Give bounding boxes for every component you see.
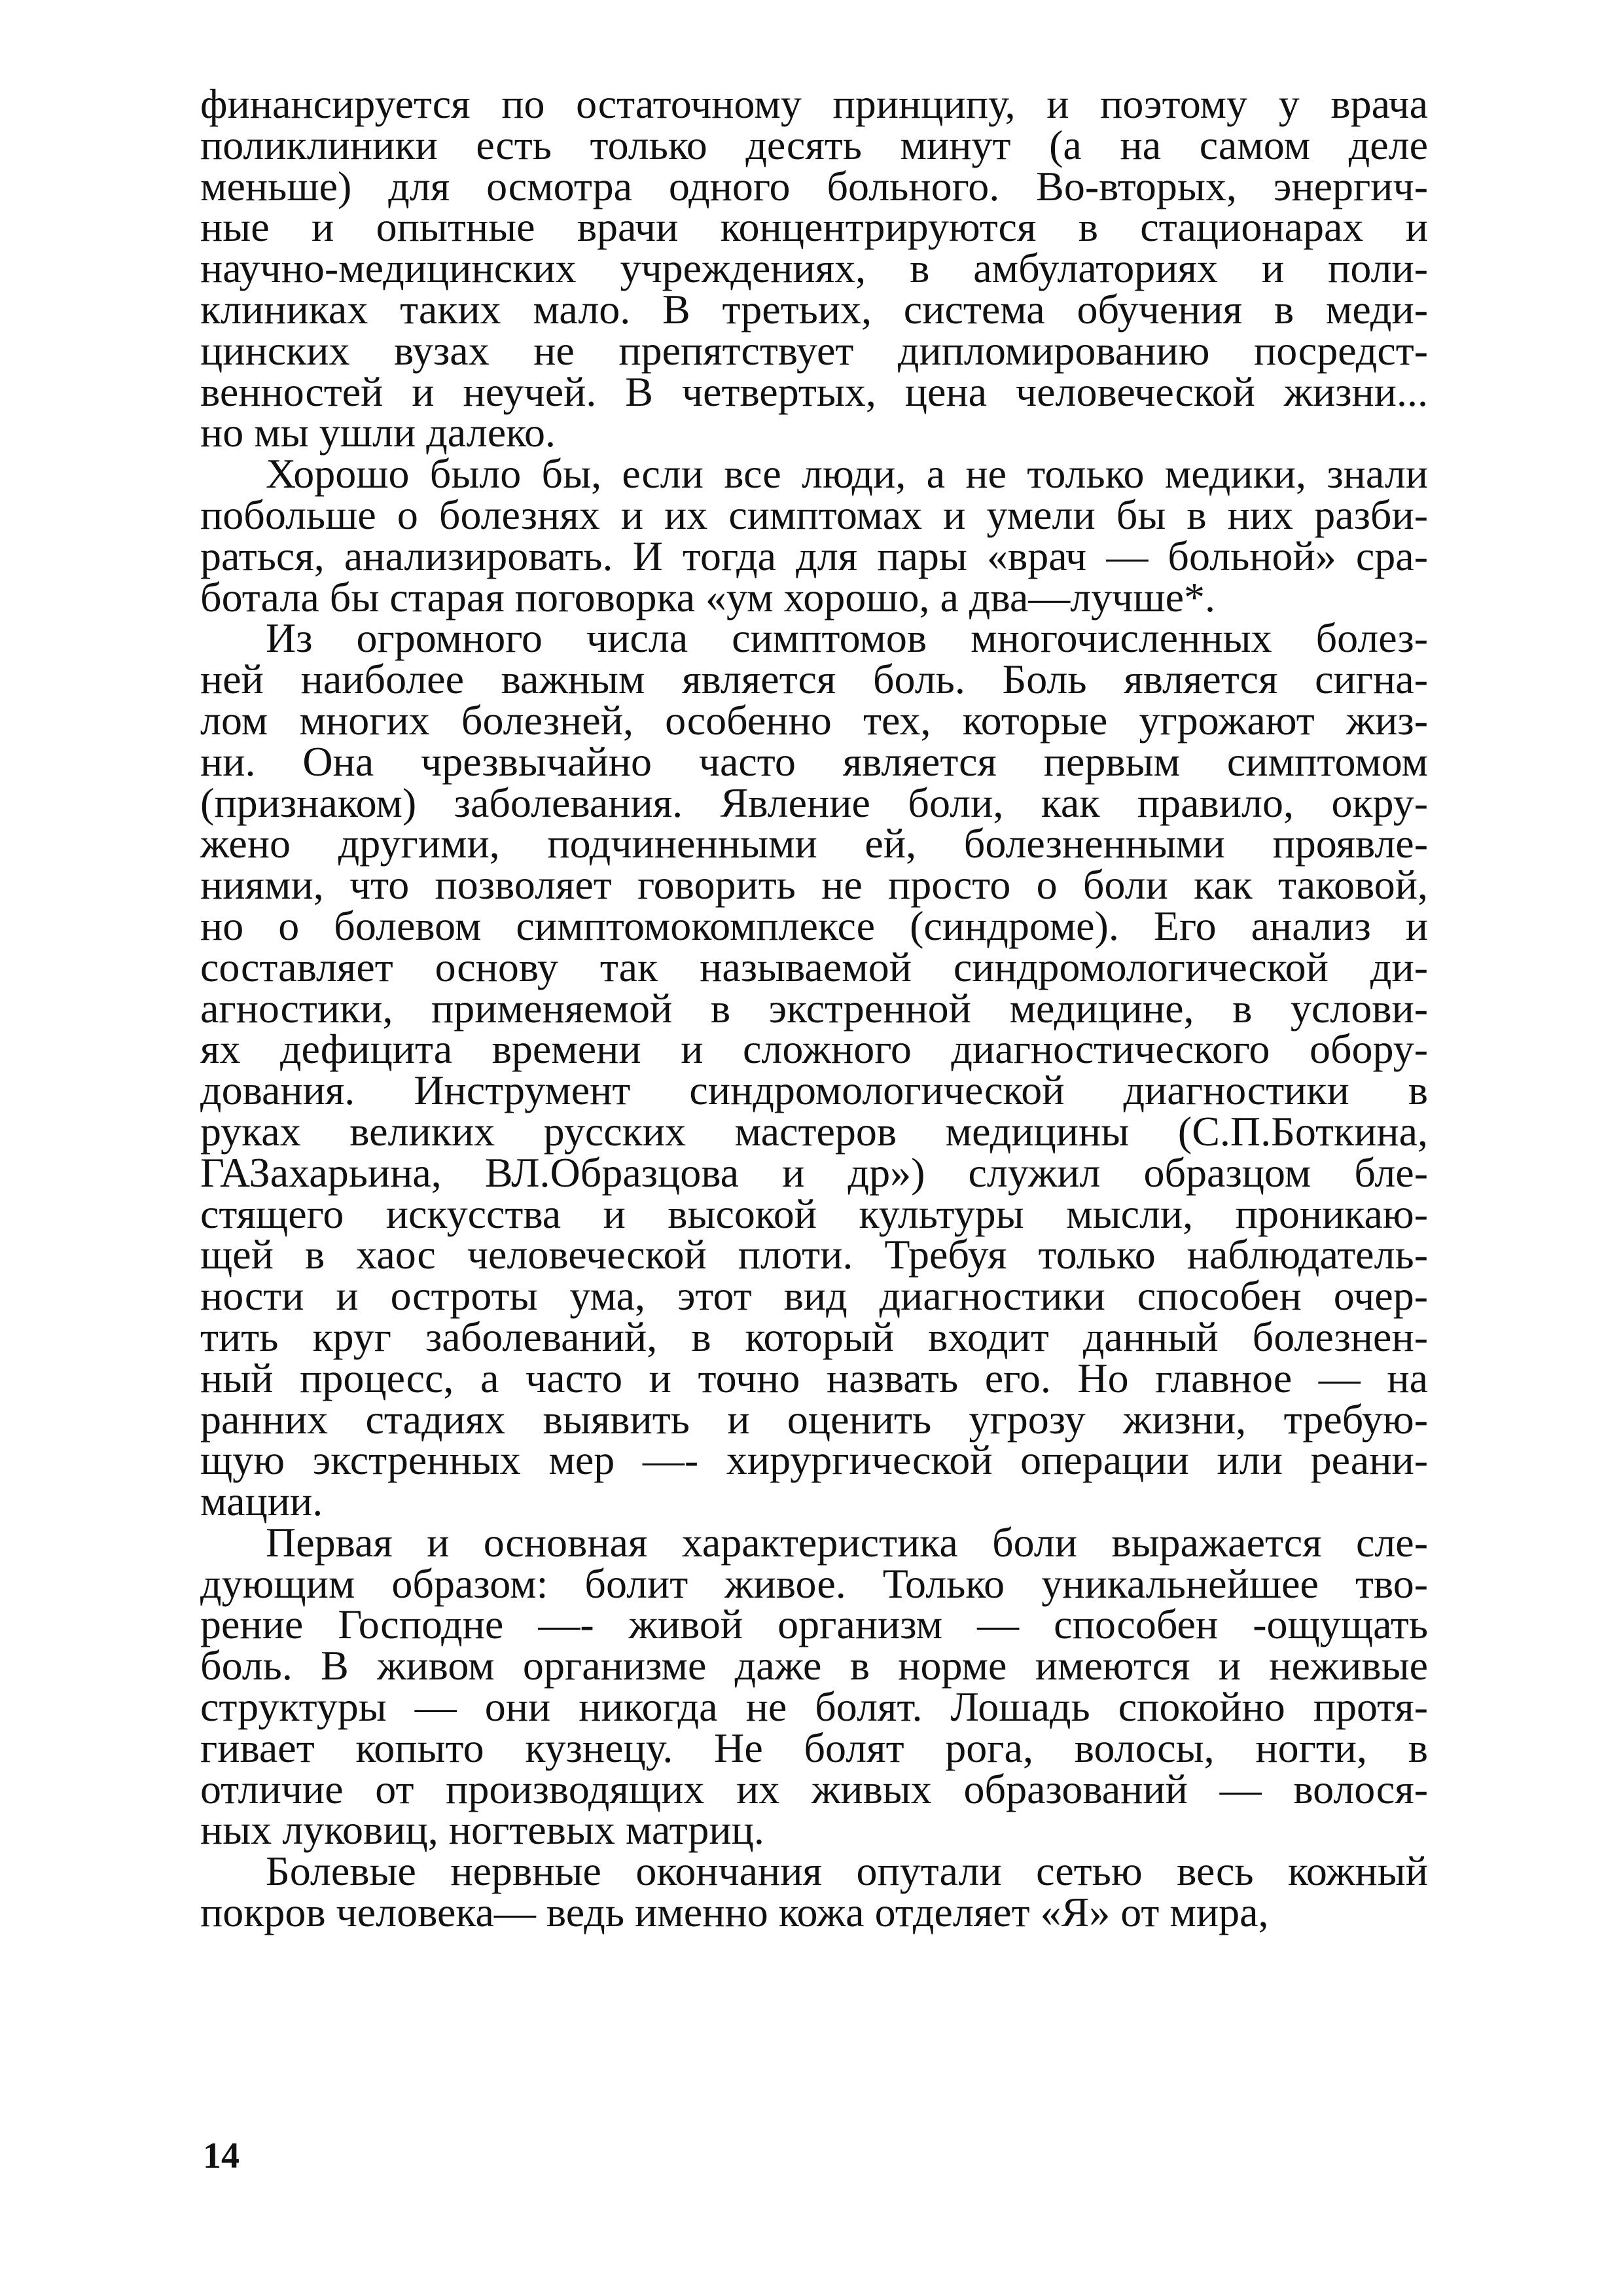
text-line: но о болевом симптомокомплексе (синдроме). Его анализ и xyxy=(200,902,1428,949)
text-line: ный процесс, а часто и точно назвать его. Но главное — на xyxy=(200,1354,1428,1401)
paragraph-1 xyxy=(200,81,1428,456)
paragraph-3 xyxy=(200,615,1428,1525)
text-line: жено другими, подчиненными ей, болезненными проявле- xyxy=(200,820,1428,867)
text-line: дующим образом: болит живое. Только уникальнейшее тво- xyxy=(200,1560,1428,1607)
text-line: покров человека— ведь именно кожа отделяет «Я» от мира, xyxy=(200,1889,1269,1936)
text-line: Из огромного числа симптомов многочисленных болез- xyxy=(266,615,1428,662)
text-line: побольше о болезнях и их симптомах и умели бы в них разби- xyxy=(200,491,1428,538)
text-line: клиниках таких мало. В третьих, система обучения в меди- xyxy=(200,285,1428,332)
text-line: Болевые нервные окончания опутали сетью весь кожный xyxy=(266,1848,1428,1895)
text-line: венностей и неучей. В четвертых, цена человеческой жизни... xyxy=(200,368,1428,415)
text-line: составляет основу так называемой синдромологической ди- xyxy=(200,943,1428,990)
text-line: цинских вузах не препятствует дипломированию посредст- xyxy=(200,327,1428,374)
text-line: агностики, применяемой в экстренной медицине, в услови- xyxy=(200,984,1428,1031)
text-line: но мы ушли далеко. xyxy=(200,409,556,456)
paragraph-5 xyxy=(200,1848,1428,1936)
text-line: ботала бы старая поговорка «ум хорошо, а два—лучше*. xyxy=(200,573,1216,620)
text-line: ГАЗахарьина, ВЛ.Образцова и др») служил образцом бле- xyxy=(200,1149,1428,1196)
paragraph-4 xyxy=(200,1518,1428,1854)
page-number: 14 xyxy=(203,2136,240,2176)
text-line: стящего искусства и высокой культуры мысли, проникаю- xyxy=(200,1190,1428,1237)
text-line: ных луковиц, ногтевых матриц. xyxy=(200,1806,764,1854)
text-line: рение Господне —- живой организм — способен -ощущать xyxy=(200,1601,1428,1648)
paragraph-2 xyxy=(200,450,1428,620)
text-line: поликлиники есть только десять минут (а на самом деле xyxy=(200,121,1428,168)
text-line: боль. В живом организме даже в норме имеются и неживые xyxy=(200,1642,1428,1689)
text-line: меньше) для осмотра одного больного. Во-вторых, энергич- xyxy=(200,162,1428,209)
text-line: ней наиболее важным является боль. Боль является сигна- xyxy=(200,656,1428,703)
text-line: (признаком) заболевания. Явление боли, как правило, окру- xyxy=(200,779,1428,826)
text-line: ранних стадиях выявить и оценить угрозу жизни, требую- xyxy=(200,1395,1428,1443)
body-text xyxy=(200,81,1428,1936)
text-line: ные и опытные врачи концентрируются в стационарах и xyxy=(200,204,1428,251)
text-line: щей в хаос человеческой плоти. Требуя только наблюдатель- xyxy=(200,1231,1428,1278)
text-line: тить круг заболеваний, в который входит данный болезнен- xyxy=(200,1313,1428,1360)
text-line: финансируется по остаточному принципу, и поэтому у врача xyxy=(200,81,1428,127)
text-line: ях дефицита времени и сложного диагностического обору- xyxy=(200,1026,1428,1073)
text-line: мации. xyxy=(200,1478,323,1525)
text-line: Первая и основная характеристика боли выражается сле- xyxy=(266,1518,1428,1566)
text-line: ни. Она чрезвычайно часто является первым симптомом xyxy=(200,738,1428,785)
text-line: научно-медицинских учреждениях, в амбулаториях и поли- xyxy=(200,245,1428,292)
text-line: руках великих русских мастеров медицины (С.П.Боткина, xyxy=(200,1107,1428,1155)
text-line: отличие от производящих их живых образований — волося- xyxy=(200,1765,1428,1812)
text-line: щую экстренных мер —- хирургической операции или реани- xyxy=(200,1437,1428,1484)
text-line: лом многих болезней, особенно тех, которые угрожают жиз- xyxy=(200,696,1428,744)
text-line: ности и остроты ума, этот вид диагностики способен очер- xyxy=(200,1272,1428,1319)
text-line: дования. Инструмент синдромологической диагностики в xyxy=(200,1067,1428,1114)
text-line: раться, анализировать. И тогда для пары «врач — больной» сра- xyxy=(200,532,1428,579)
text-line: гивает копыто кузнецу. Не болят рога, волосы, ногти, в xyxy=(200,1724,1428,1771)
text-line: Хорошо было бы, если все люди, а не только медики, знали xyxy=(266,450,1428,497)
text-line: структуры — они никогда не болят. Лошадь спокойно протя- xyxy=(200,1683,1428,1731)
text-line: ниями, что позволяет говорить не просто о боли как таковой, xyxy=(200,861,1428,908)
